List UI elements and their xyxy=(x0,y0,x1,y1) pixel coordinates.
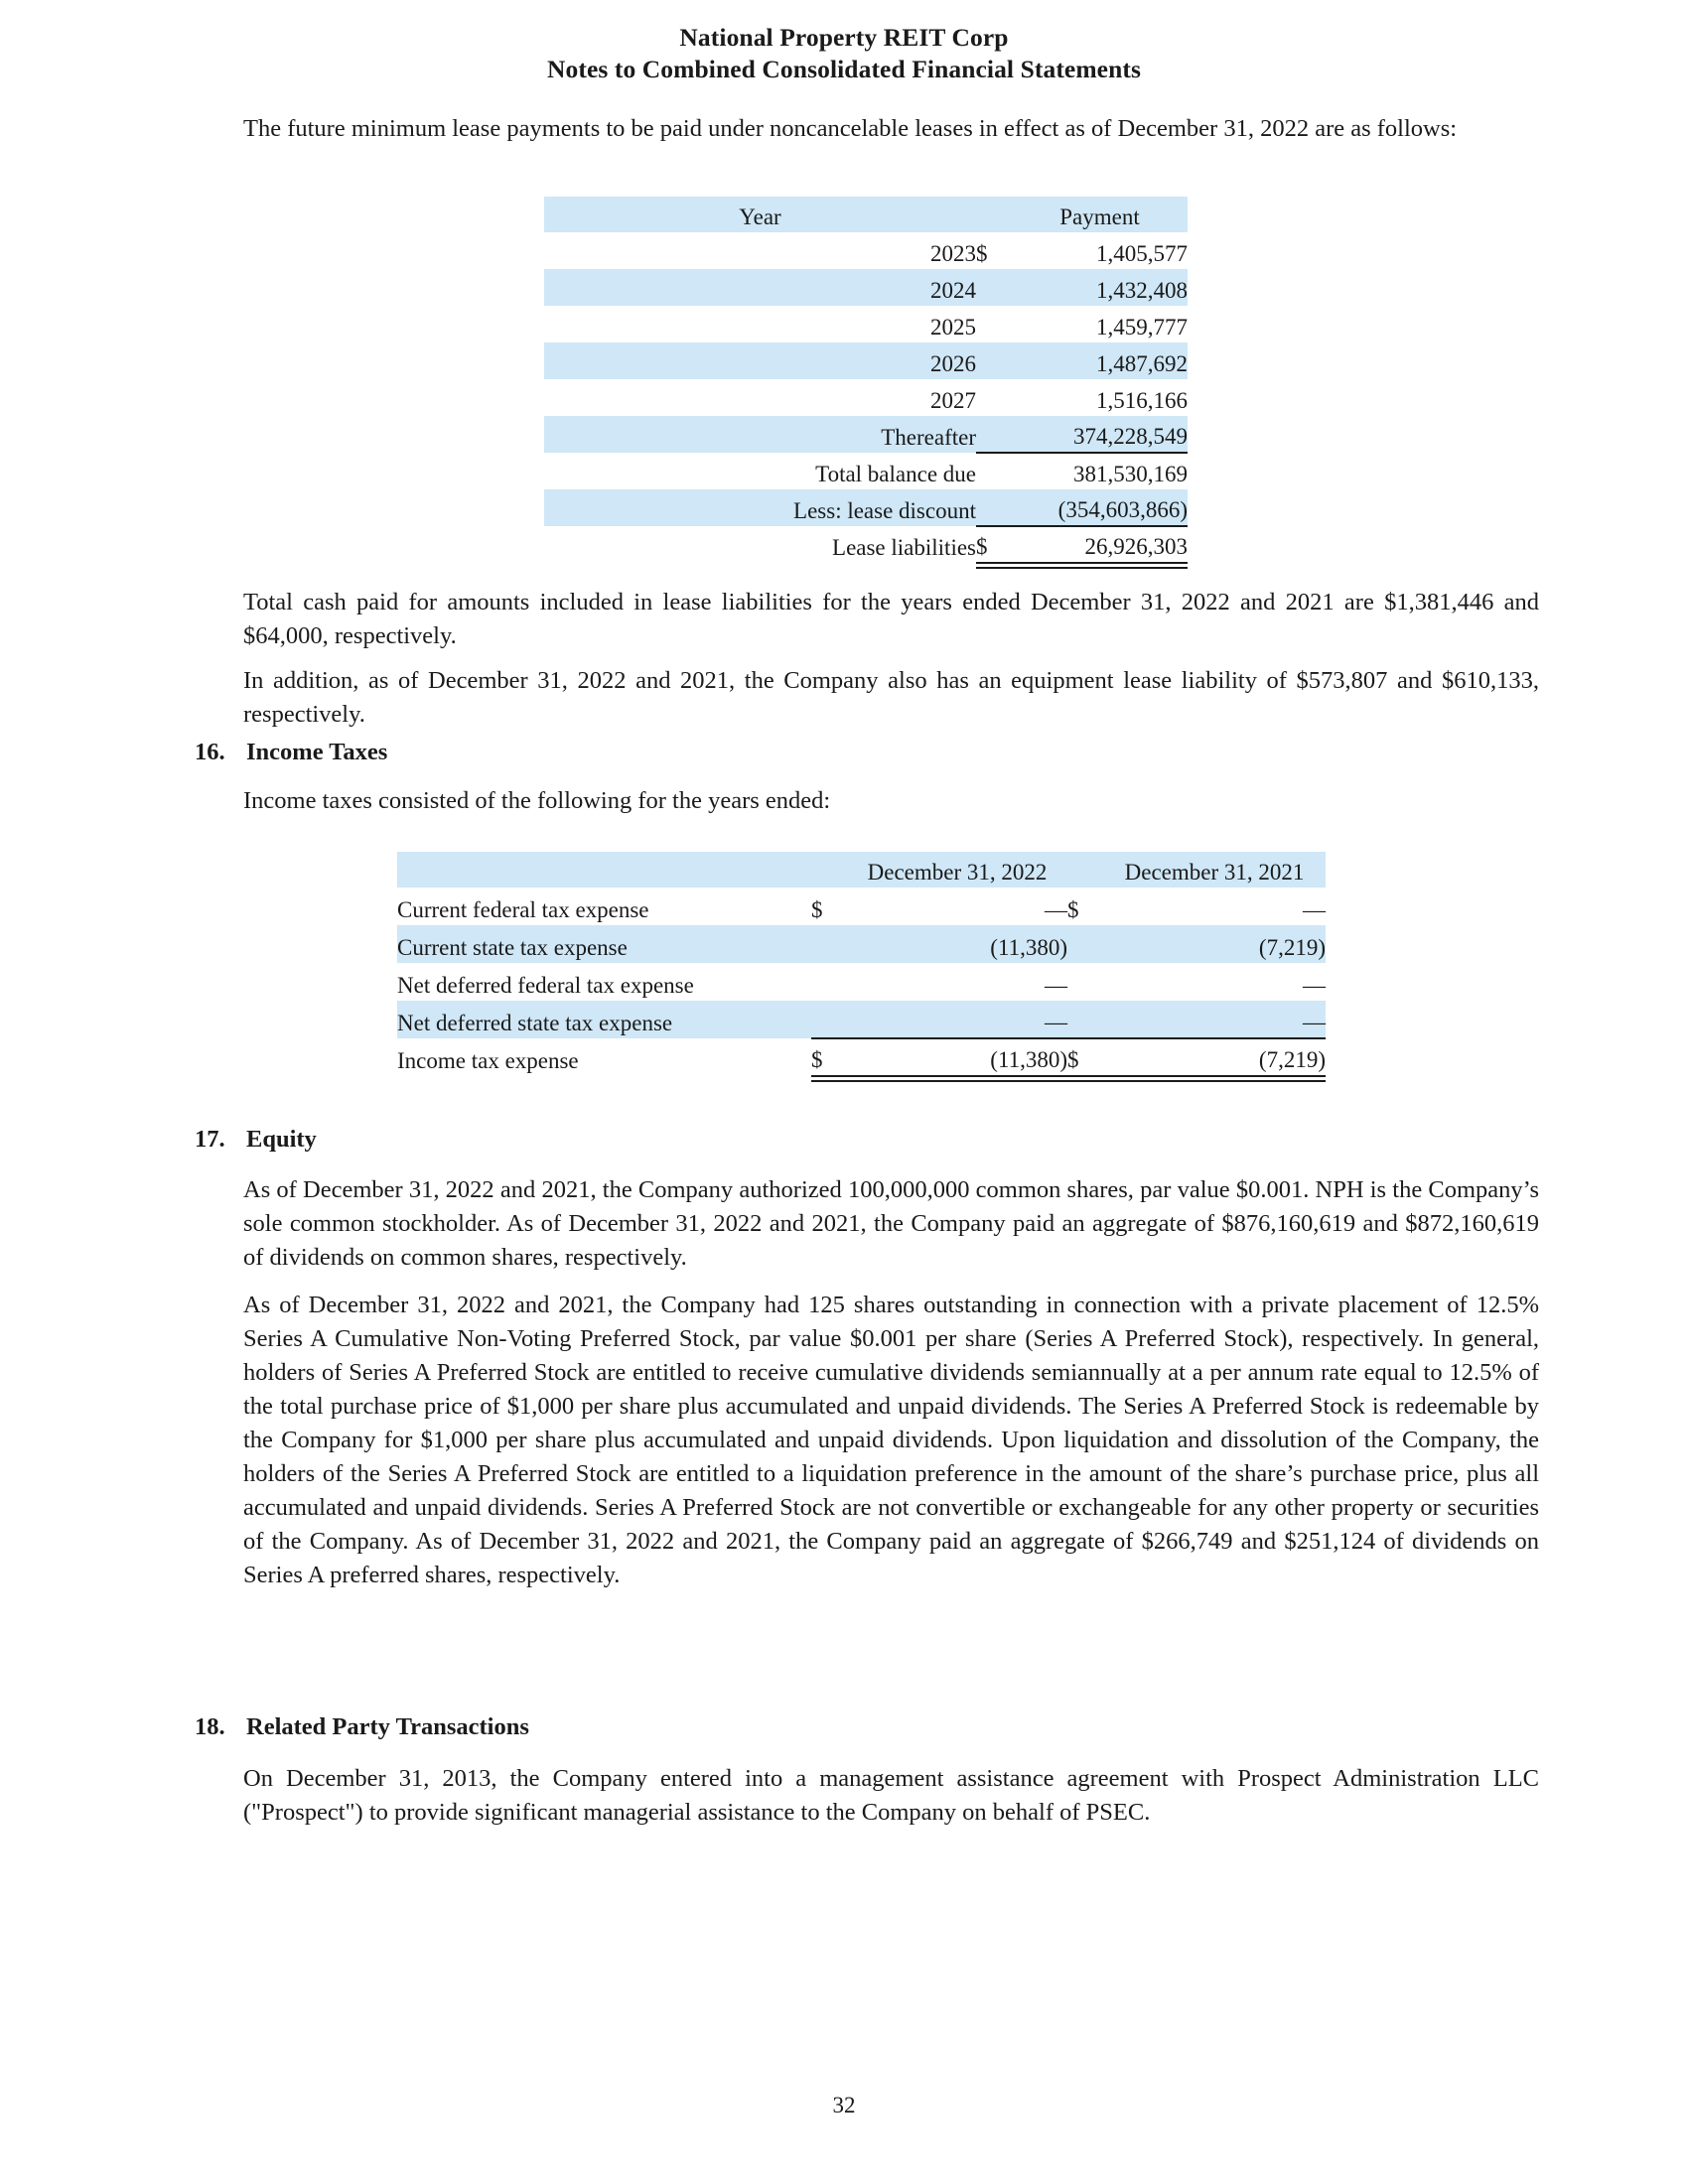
section-title: Equity xyxy=(246,1126,317,1153)
value-2022: — xyxy=(1045,973,1067,998)
lease-cash-paid-paragraph: Total cash paid for amounts included in lease liabilities for the years ended December 31, 2022 and 2021 are $1,381,446 and $64,000, respectively. xyxy=(243,589,1539,649)
section-number: 16. xyxy=(195,739,225,765)
table-row xyxy=(544,416,1188,453)
row-label: 2027 xyxy=(930,388,976,413)
row-label: Total balance due xyxy=(815,462,976,486)
value-2022: — xyxy=(1045,897,1067,922)
section-title: Income Taxes xyxy=(246,739,388,765)
row-label: 2025 xyxy=(930,315,976,340)
equipment-lease-paragraph: In addition, as of December 31, 2022 and 2021, the Company also has an equipment lease liability of $573,807 and $610,133, respectively. xyxy=(243,667,1539,728)
table-row xyxy=(544,379,1188,416)
section-heading-related-party xyxy=(195,1711,1088,1743)
value-2021: — xyxy=(1303,897,1326,922)
currency-symbol xyxy=(976,342,1012,379)
column-header-dec-2021: December 31, 2021 xyxy=(1103,852,1326,887)
currency-symbol xyxy=(976,269,1012,306)
document-header xyxy=(0,22,1688,85)
payment-value: 1,459,777 xyxy=(1096,315,1188,340)
value-2021: (7,219) xyxy=(1103,925,1326,963)
column-header-year: Year xyxy=(544,197,976,232)
table-row xyxy=(544,232,1188,269)
section-heading-income-taxes xyxy=(195,737,890,768)
currency-symbol-2022 xyxy=(811,1001,847,1038)
table-row xyxy=(544,453,1188,489)
payment-value: (354,603,866) xyxy=(1012,489,1188,526)
row-label: Net deferred federal tax expense xyxy=(397,973,694,998)
currency-symbol: $ xyxy=(976,526,1012,563)
currency-symbol-2021: $ xyxy=(1067,1038,1103,1076)
row-label: Net deferred state tax expense xyxy=(397,1001,811,1038)
section-number: 18. xyxy=(195,1713,225,1740)
row-label: Income tax expense xyxy=(397,1048,579,1073)
currency-symbol-2022: $ xyxy=(811,897,823,922)
section-number: 17. xyxy=(195,1126,225,1153)
page-number: 32 xyxy=(832,2093,856,2117)
table-row xyxy=(544,269,1188,306)
column-header-dec-2022: December 31, 2022 xyxy=(847,852,1067,887)
currency-symbol xyxy=(976,453,1012,489)
payment-value: 26,926,303 xyxy=(1012,526,1188,563)
document-subtitle: Notes to Combined Consolidated Financial Statements xyxy=(547,55,1141,83)
table-row xyxy=(397,925,1326,963)
currency-symbol xyxy=(976,379,1012,416)
value-2022: (11,380) xyxy=(847,925,1067,963)
intro-paragraph: The future minimum lease payments to be paid under noncancelable leases in effect as of December 31, 2022 are as follows: xyxy=(243,115,1458,142)
table-row xyxy=(397,1038,1326,1076)
currency-symbol xyxy=(976,489,1012,526)
value-2021: (7,219) xyxy=(1103,1038,1326,1076)
row-label: 2026 xyxy=(544,342,976,379)
table-header-row xyxy=(544,197,1188,232)
header-spacer-2021 xyxy=(1067,852,1103,887)
table-row xyxy=(544,306,1188,342)
table-header-row xyxy=(397,852,1326,887)
column-header-payment: Payment xyxy=(1012,197,1188,232)
currency-symbol-2021 xyxy=(1067,1001,1103,1038)
table-row xyxy=(397,963,1326,1001)
column-header-blank xyxy=(397,852,811,887)
value-2022: (11,380) xyxy=(847,1038,1067,1076)
currency-symbol-2021 xyxy=(1067,925,1103,963)
header-spacer-2022 xyxy=(811,852,847,887)
currency-symbol xyxy=(976,306,1012,342)
currency-symbol-2022 xyxy=(811,963,847,1001)
currency-symbol-2022: $ xyxy=(811,1038,847,1076)
table-row xyxy=(397,887,1326,925)
currency-symbol: $ xyxy=(976,241,988,266)
payment-value: 1,432,408 xyxy=(1012,269,1188,306)
row-label: 2023 xyxy=(930,241,976,266)
payment-value: 374,228,549 xyxy=(1012,416,1188,453)
payment-value: 1,405,577 xyxy=(1096,241,1188,266)
header-spacer xyxy=(976,197,1012,232)
table-row xyxy=(544,489,1188,526)
payment-value: 1,487,692 xyxy=(1012,342,1188,379)
currency-symbol xyxy=(976,416,1012,453)
row-label: Less: lease discount xyxy=(544,489,976,526)
currency-symbol-2022 xyxy=(811,925,847,963)
related-party-paragraph-1: On December 31, 2013, the Company entered into a management assistance agreement with Prospect Administration LLC ("Prospect") to provide significant managerial assistance to the Company on behalf of PSEC. xyxy=(243,1765,1539,1826)
section-heading-equity xyxy=(195,1124,890,1156)
row-label: Thereafter xyxy=(544,416,976,453)
table-row xyxy=(397,1001,1326,1038)
row-label: Current state tax expense xyxy=(397,925,811,963)
future-minimum-lease-payments-table xyxy=(544,197,1188,564)
equity-paragraph-1: As of December 31, 2022 and 2021, the Company authorized 100,000,000 common shares, par value $0.001. NPH is the Company’s sole common stockholder. As of December 31, 2022 and 2021, the Company paid an aggregate of $876,160,619 and $872,160,619 of dividends on common shares, respectively. xyxy=(243,1176,1539,1271)
payment-value: 381,530,169 xyxy=(1073,462,1188,486)
payment-value: 1,516,166 xyxy=(1096,388,1188,413)
value-2021: — xyxy=(1303,973,1326,998)
equity-paragraph-2: As of December 31, 2022 and 2021, the Company had 125 shares outstanding in connection with a private placement of 12.5% Series A Cumulative Non-Voting Preferred Stock, par value $0.001 per share (Series A Preferred Stock), respectively. In general, holders of Series A Preferred Stock are entitled to receive cumulative dividends semiannually at a per annum rate equal to 12.5% of the total purchase price of $1,000 per share plus accumulated and unpaid dividends. The Series A Preferred Stock is redeemable by the Company for $1,000 per share plus accumulated and unpaid dividends. Upon liquidation and dissolution of the Company, the holders of the Series A Preferred Stock are entitled to a liquidation preference in the amount of the share’s purchase price, plus all accumulated and unpaid dividends. Series A Preferred Stock are not convertible or exchangeable for any other property or securities of the Company. As of December 31, 2022 and 2021, the Company paid an aggregate of $266,749 and $251,124 of dividends on Series A preferred shares, respectively. xyxy=(243,1292,1539,1588)
currency-symbol-2021 xyxy=(1067,963,1103,1001)
row-label: Lease liabilities xyxy=(832,535,976,560)
income-tax-expense-table xyxy=(397,852,1326,1077)
row-label: Current federal tax expense xyxy=(397,897,649,922)
value-2021: — xyxy=(1103,1001,1326,1038)
table-row xyxy=(544,526,1188,563)
company-name: National Property REIT Corp xyxy=(679,23,1009,52)
income-taxes-lead-in: Income taxes consisted of the following for the years ended: xyxy=(243,787,831,814)
currency-symbol-2021: $ xyxy=(1067,897,1079,922)
value-2022: — xyxy=(847,1001,1067,1038)
table-row xyxy=(544,342,1188,379)
row-label: 2024 xyxy=(544,269,976,306)
section-title: Related Party Transactions xyxy=(246,1713,529,1740)
